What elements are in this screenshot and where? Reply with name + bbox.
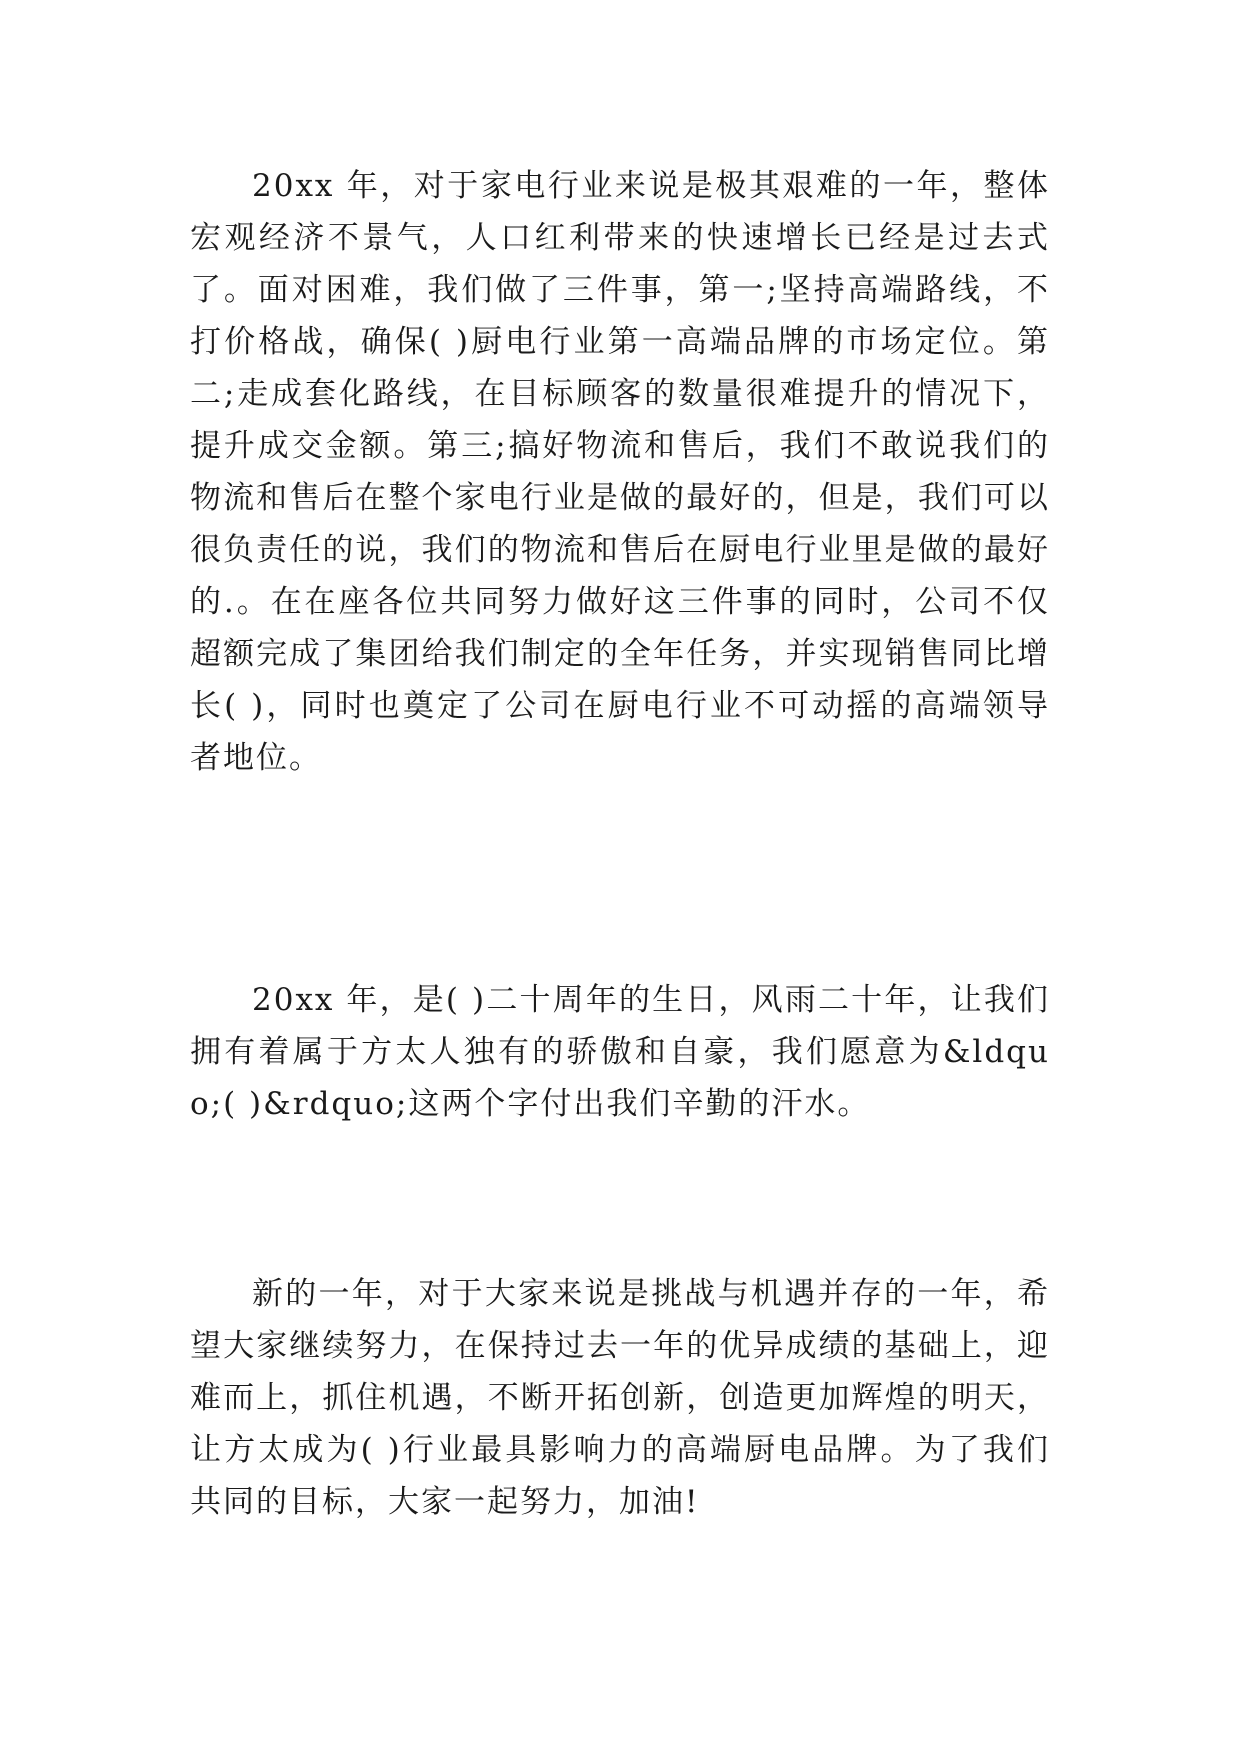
paragraph-1: 20xx 年，对于家电行业来说是极其艰难的一年，整体宏观经济不景气，人口红利带来的快速增长已经是过去式了。面对困难，我们做了三件事，第一;坚持高端路线，不打价格战，确保( )厨电行业第一高端品牌的市场定位。第二;走成套化路线，在目标顾客的数量很难提升的情况下，提升成交金额。第三;搞好物流和售后，我们不敢说我们的物流和售后在整个家电行业是做的最好的，但是，我们可以很负责任的说，我们的物流和售后在厨电行业里是做的最好的.。在在座各位共同努力做好这三件事的同时，公司不仅超额完成了集团给我们制定的全年任务，并实现销售同比增长( )，同时也奠定了公司在厨电行业不可动摇的高端领导者地位。 xyxy=(190,168,1050,776)
paragraph-2: 20xx 年，是( )二十周年的生日，风雨二十年，让我们拥有着属于方太人独有的骄傲和自豪，我们愿意为&ldquo;( )&rdquo;这两个字付出我们辛勤的汗水。 xyxy=(190,982,1050,1122)
paragraph-3: 新的一年，对于大家来说是挑战与机遇并存的一年，希望大家继续努力，在保持过去一年的优异成绩的基础上，迎难而上，抓住机遇，不断开拓创新，创造更加辉煌的明天，让方太成为( )行业最具影响力的高端厨电品牌。为了我们共同的目标，大家一起努力，加油! xyxy=(190,1276,1050,1520)
